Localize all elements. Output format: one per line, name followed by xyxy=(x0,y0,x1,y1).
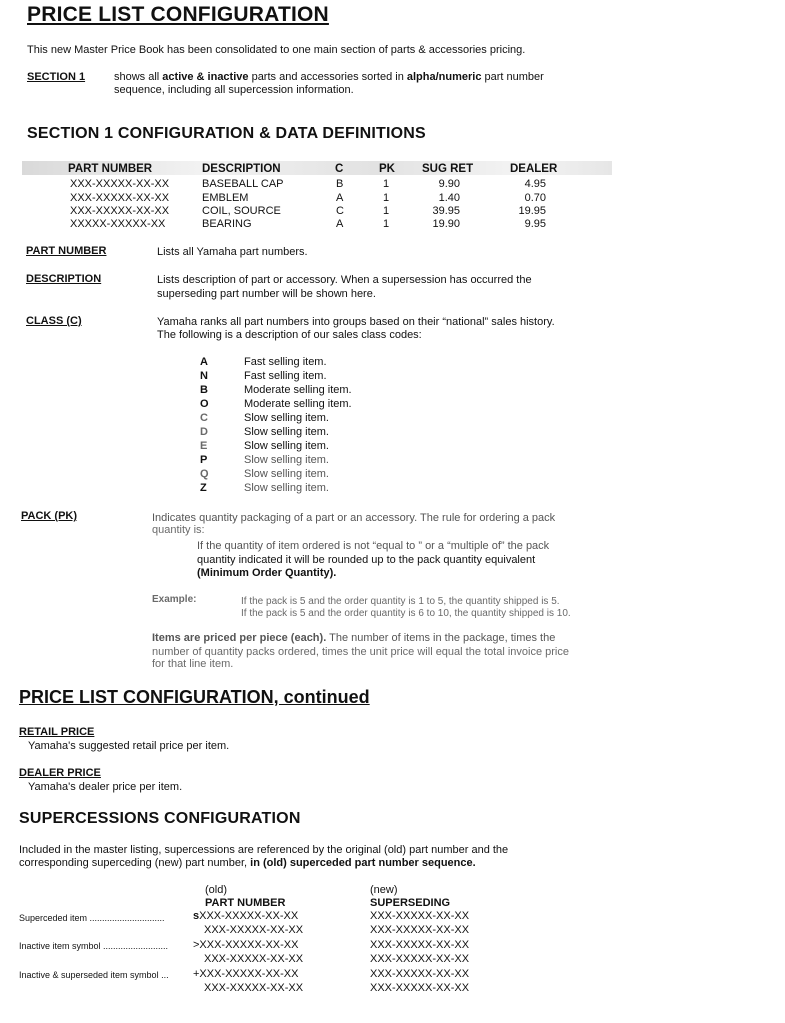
col-header-sug-ret: SUG RET xyxy=(422,163,474,175)
cell-part-number: XXX-XXXXX-XX-XX xyxy=(70,192,170,204)
supercessions-line1: Included in the master listing, supercessions are referenced by the original (old) part number and the xyxy=(19,844,509,856)
class-code-desc: Moderate selling item. xyxy=(244,398,352,410)
new-header: SUPERSEDING xyxy=(370,897,451,909)
new-part: XXX-XXXXX-XX-XX xyxy=(370,968,470,980)
supercessions-line2: corresponding superceding (new) part number, in (old) superceded part number sequence. xyxy=(19,857,476,869)
cell-pack: 1 xyxy=(383,205,390,217)
class-code: D xyxy=(200,426,208,438)
class-code-desc: Moderate selling item. xyxy=(244,384,352,396)
cell-description: EMBLEM xyxy=(202,192,249,204)
cell-pack: 1 xyxy=(383,178,390,190)
cell-sug-ret: 19.90 xyxy=(432,218,460,230)
col-header-dealer: DEALER xyxy=(510,163,558,175)
cell-dealer: 19.95 xyxy=(518,205,546,217)
old-part: +XXX-XXXXX-XX-XX xyxy=(193,968,299,980)
old-label: (old) xyxy=(205,884,228,896)
class-code-desc: Slow selling item. xyxy=(244,440,329,452)
section1-label: SECTION 1 xyxy=(27,71,86,83)
cell-description: COIL, SOURCE xyxy=(202,205,281,217)
new-label: (new) xyxy=(370,884,398,896)
col-header-description: DESCRIPTION xyxy=(202,163,281,175)
col-header-part-number: PART NUMBER xyxy=(68,163,153,175)
old-part: XXX-XXXXX-XX-XX xyxy=(204,982,304,994)
class-def-line2: The following is a description of our sales class codes: xyxy=(157,329,422,341)
cell-sug-ret: 39.95 xyxy=(432,205,460,217)
old-header: PART NUMBER xyxy=(205,897,286,909)
class-code-desc: Slow selling item. xyxy=(244,454,329,466)
class-code: P xyxy=(200,454,208,466)
col-header-pack: PK xyxy=(379,163,395,175)
pack-rule-line1: If the quantity of item ordered is not “equal to ” or a “multiple of” the pack xyxy=(197,540,550,552)
class-code-desc: Slow selling item. xyxy=(244,426,329,438)
row-label-superceded: Superceded item .............................. xyxy=(19,913,165,923)
class-code: A xyxy=(200,356,208,368)
cell-sug-ret: 1.40 xyxy=(438,192,460,204)
new-part: XXX-XXXXX-XX-XX xyxy=(370,924,470,936)
new-part: XXX-XXXXX-XX-XX xyxy=(370,939,470,951)
pack-def-line2: quantity is: xyxy=(152,524,205,536)
part-number-def: Lists all Yamaha part numbers. xyxy=(157,246,308,258)
old-part: XXX-XXXXX-XX-XX xyxy=(204,924,304,936)
cell-dealer: 9.95 xyxy=(524,218,546,230)
new-part: XXX-XXXXX-XX-XX xyxy=(370,982,470,994)
section1-desc-line2: sequence, including all supercession information. xyxy=(114,84,354,96)
cell-part-number: XXXXX-XXXXX-XX xyxy=(70,218,166,230)
cell-class: A xyxy=(336,192,344,204)
class-code: Z xyxy=(200,482,207,494)
pack-def-line1: Indicates quantity packaging of a part or an accessory. The rule for ordering a pack xyxy=(152,512,556,524)
old-part: XXX-XXXXX-XX-XX xyxy=(204,953,304,965)
description-def-line1: Lists description of part or accessory. When a supersession has occurred the xyxy=(157,274,532,286)
class-code: C xyxy=(200,412,208,424)
col-header-class: C xyxy=(335,163,344,175)
example-line2: If the pack is 5 and the order quantity is 6 to 10, the quantity shipped is 10. xyxy=(241,608,571,619)
row-label-inactive-superseded: Inactive & superseded item symbol ... xyxy=(19,970,169,980)
class-code: B xyxy=(200,384,208,396)
pack-rule-line2: quantity indicated it will be rounded up to the pack quantity equivalent xyxy=(197,554,536,566)
class-code: E xyxy=(200,440,208,452)
priced-line1: Items are priced per piece (each). The number of items in the package, times the xyxy=(152,632,556,644)
new-part: XXX-XXXXX-XX-XX xyxy=(370,910,470,922)
class-code-desc: Slow selling item. xyxy=(244,482,329,494)
page-title: PRICE LIST CONFIGURATION xyxy=(27,3,329,26)
supercessions-heading: SUPERCESSIONS CONFIGURATION xyxy=(19,810,301,827)
config-heading: SECTION 1 CONFIGURATION & DATA DEFINITIONS xyxy=(27,125,426,142)
new-part: XXX-XXXXX-XX-XX xyxy=(370,953,470,965)
cell-part-number: XXX-XXXXX-XX-XX xyxy=(70,178,170,190)
description-def-line2: superseding part number will be shown here. xyxy=(157,288,376,300)
class-code-desc: Fast selling item. xyxy=(244,370,327,382)
example-line1: If the pack is 5 and the order quantity is 1 to 5, the quantity shipped is 5. xyxy=(241,596,560,607)
cell-part-number: XXX-XXXXX-XX-XX xyxy=(70,205,170,217)
cell-pack: 1 xyxy=(383,192,390,204)
dealer-price-label: DEALER PRICE xyxy=(19,767,101,779)
row-label-inactive: Inactive item symbol .......................... xyxy=(19,941,169,951)
cell-class: C xyxy=(336,205,344,217)
description-label: DESCRIPTION xyxy=(26,273,102,285)
pack-label: PACK (PK) xyxy=(21,510,78,522)
part-number-label: PART NUMBER xyxy=(26,245,107,257)
cell-class: B xyxy=(336,178,344,190)
old-part: sXXX-XXXXX-XX-XX xyxy=(193,910,299,922)
priced-line3: for that line item. xyxy=(152,658,234,670)
class-code: N xyxy=(200,370,208,382)
cell-description: BASEBALL CAP xyxy=(202,178,284,190)
class-code: Q xyxy=(200,468,209,480)
cell-sug-ret: 9.90 xyxy=(438,178,460,190)
dealer-price-def: Yamaha's dealer price per item. xyxy=(28,781,183,793)
continued-title: PRICE LIST CONFIGURATION, continued xyxy=(19,687,370,707)
cell-pack: 1 xyxy=(383,218,390,230)
priced-line2: number of quantity packs ordered, times the unit price will equal the total invoice price xyxy=(152,646,569,658)
class-code-desc: Fast selling item. xyxy=(244,356,327,368)
class-def-line1: Yamaha ranks all part numbers into groups based on their “national” sales history. xyxy=(157,316,555,328)
class-label: CLASS (C) xyxy=(26,315,82,327)
class-code-desc: Slow selling item. xyxy=(244,412,329,424)
section1-desc: shows all active & inactive parts and accessories sorted in alpha/numeric part number xyxy=(114,71,544,83)
pack-rule-line3: (Minimum Order Quantity). xyxy=(197,567,337,579)
class-code-desc: Slow selling item. xyxy=(244,468,329,480)
example-label: Example: xyxy=(152,594,197,605)
retail-price-label: RETAIL PRICE xyxy=(19,726,95,738)
cell-description: BEARING xyxy=(202,218,252,230)
class-code: O xyxy=(200,398,209,410)
cell-dealer: 0.70 xyxy=(524,192,546,204)
intro-text: This new Master Price Book has been consolidated to one main section of parts & accessories pricing. xyxy=(27,44,526,56)
cell-class: A xyxy=(336,218,344,230)
retail-price-def: Yamaha's suggested retail price per item. xyxy=(28,740,230,752)
old-part: >XXX-XXXXX-XX-XX xyxy=(193,939,299,951)
cell-dealer: 4.95 xyxy=(524,178,546,190)
